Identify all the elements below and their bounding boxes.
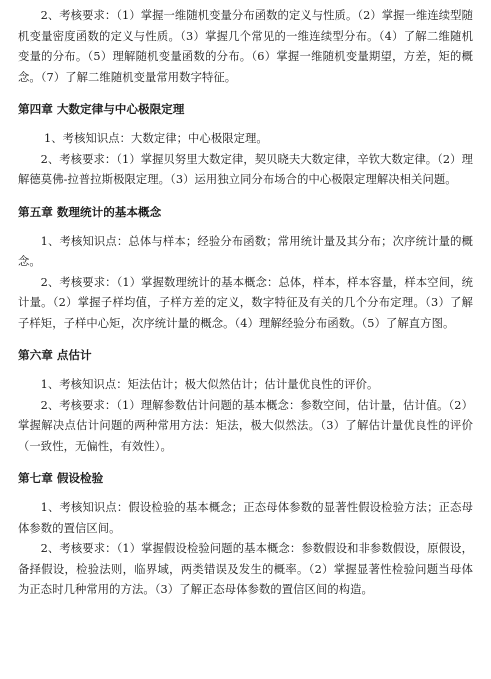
chapter3-requirements: 2、考核要求：（1）掌握一维随机变量分布函数的定义与性质。（2）掌握一维连续型随机变量密度函数的定义与性质。（3）掌握几个常见的一维连续型分布。（4）了解二维随机变量的分布。（5）理解随机变量函数的分布。（6）掌握一维随机变量期望，方差，矩的概念。（7）了解二维随机变量常用数字特征。 <box>18 9 473 84</box>
chapter7-title: 第七章 假设检验 <box>18 471 104 485</box>
chapter4-title: 第四章 大数定律与中心极限定理 <box>18 102 185 116</box>
chapter7-knowledge: 1、考核知识点：假设检验的基本概念；正态母体参数的显著性假设检验方法；正态母体参数的置信区间。 <box>18 501 473 535</box>
chapter6-knowledge: 1、考核知识点：矩法估计；极大似然估计；估计量优良性的评价。 <box>40 378 379 391</box>
chapter6-title: 第六章 点估计 <box>18 348 92 362</box>
chapter4-knowledge: 1、考核知识点：大数定律；中心极限定理。 <box>43 132 268 145</box>
chapter5-section <box>18 202 473 335</box>
chapter5-title: 第五章 数理统计的基本概念 <box>18 204 162 219</box>
chapter5-requirements: 2、考核要求：（1）掌握数理统计的基本概念：总体，样本，样本容量，样本空间，统计量。（2）掌握子样均值，子样方差的定义，数字特征及有关的几个分布定理。（3）了解子样矩，子样中心矩，次序统计量的概念。（4）理解经验分布函数。（5）了解直方图。 <box>18 275 473 330</box>
chapter7-requirements: 2、考核要求：（1）掌握假设检验问题的基本概念：参数假设和非参数假设，原假设，备择假设，检验法则，临界域，两类错误及发生的概率。（2）掌握显著性检验问题当母体为正态时几种常用的方法。（3）了解正态母体参数的置信区间的构造。 <box>18 542 473 596</box>
chapter6-requirements: 2、考核要求：（1）理解参数估计问题的基本概念：参数空间，估计量，估计值。（2）掌握解决点估计问题的两种常用方法：矩法，极大似然法。（3）了解估计量优良性的评价（一致性，无偏性，有效性）。 <box>18 398 473 453</box>
chapter4-section <box>18 99 473 191</box>
chapter7-section <box>18 468 473 601</box>
chapter5-knowledge: 1、考核知识点：总体与样本；经验分布函数；常用统计量及其分布；次序统计量的概念。 <box>18 234 473 268</box>
chapter4-requirements: 2、考核要求：（1）掌握贝努里大数定律，契贝晓夫大数定律，辛钦大数定律。（2）理解德莫佛-拉普拉斯极限定理。（3）运用独立同分布场合的中心极限定理解决相关问题。 <box>18 152 473 186</box>
chapter6-section <box>18 345 473 457</box>
